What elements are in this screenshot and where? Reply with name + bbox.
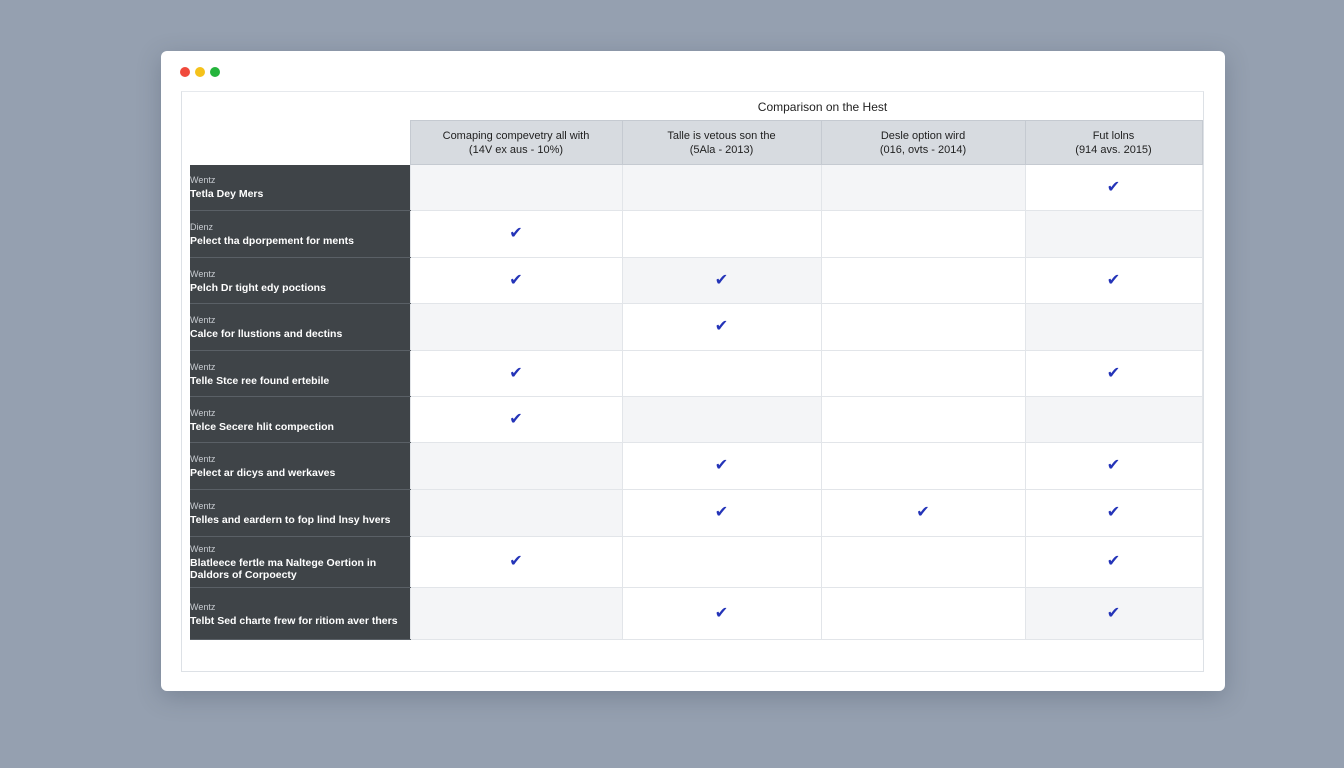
column-header-subtitle: (914 avs. 2015) [1075,143,1152,156]
row-header-label: Telce Secere hlit compection [190,420,334,433]
table-cell [410,211,622,258]
column-header [410,121,622,165]
table-cell [821,304,1025,351]
column-header-subtitle: (14V ex aus - 10%) [468,143,564,156]
table-cell [622,304,821,351]
checkmark-icon: ✔ [916,504,930,521]
row-header-tag: Wentz [190,315,216,325]
row-header [190,165,410,211]
column-header-title: Comaping compevetry all with [442,129,590,142]
checkmark-icon: ✔ [714,457,729,474]
table-cell [821,397,1025,443]
column-header [1025,121,1202,165]
row-header-label: Calce for llustions and dectins [190,328,343,340]
row-header [190,490,410,537]
column-header [622,121,821,165]
table-cell [1025,588,1202,640]
checkmark-icon: ✔ [1106,553,1121,570]
row-header [190,304,410,351]
table-cell [821,258,1025,304]
row-header [190,537,410,588]
row-header-tag: Wentz [190,268,216,279]
table-cell [622,588,821,640]
table-cell [410,490,622,537]
row-header-label: Tetla Dey Mers [190,188,264,201]
row-header-tag: Wentz [190,501,216,511]
row-header-tag: Wentz [190,544,216,554]
row-header-label: Pelch Dr tight edy poctions [190,281,326,294]
table-cell [821,165,1025,211]
checkmark-icon: ✔ [714,318,729,335]
table-cell [821,588,1025,640]
checkmark-icon: ✔ [1106,178,1121,196]
table-row [190,588,1202,640]
table-cell [410,304,622,351]
window-controls [180,67,220,77]
row-header-tag: Wentz [190,454,216,464]
table-row [190,490,1202,537]
checkmark-icon: ✔ [1106,504,1121,521]
table-cell [410,258,622,304]
column-header-title: Desle option wird [880,129,966,142]
table-row [190,537,1202,588]
checkmark-icon: ✔ [509,225,523,242]
close-window-button[interactable] [180,67,190,77]
table-cell [410,588,622,640]
comparison-panel [181,91,1204,672]
table-cell [1025,537,1202,588]
checkmark-icon: ✔ [714,504,729,521]
table-cell [622,351,821,397]
table-title: Comparison on the Hest [757,100,888,114]
table-row [190,351,1202,397]
browser-window [161,51,1225,691]
row-header-label: Pelect ar dicys and werkaves [190,467,336,479]
row-header [190,397,410,443]
row-header-label: Telle Stce ree found ertebile [190,374,330,387]
column-header [821,121,1025,165]
column-header-subtitle: (5Ala - 2013) [689,143,754,156]
table-cell [410,397,622,443]
table-cell [410,443,622,490]
table-row [190,165,1202,211]
table-cell [410,351,622,397]
table-cell [821,537,1025,588]
comparison-table [190,120,1203,640]
row-header [190,211,410,258]
table-cell [1025,443,1202,490]
maximize-window-button[interactable] [210,67,220,77]
row-header-tag: Wentz [190,175,216,186]
table-row [190,211,1202,258]
row-header-label: Telbt Sed charte frew for ritiom aver thers [190,614,398,627]
row-header-tag: Wentz [190,601,216,612]
table-cell [1025,211,1202,258]
column-header-subtitle: (016, ovts - 2014) [879,143,967,156]
column-header-title: Fut lolns [1092,129,1135,142]
minimize-window-button[interactable] [195,67,205,77]
row-header-tag: Wentz [190,407,216,418]
table-cell [1025,165,1202,211]
table-cell [410,537,622,588]
table-cell [821,443,1025,490]
table-row [190,397,1202,443]
checkmark-icon: ✔ [714,604,729,622]
table-cell [821,351,1025,397]
checkmark-icon: ✔ [1106,271,1121,289]
table-cell [622,537,821,588]
checkmark-icon: ✔ [509,364,523,382]
row-header-label: Blatleece fertle ma Naltege Oertion in Daldors of Corpoecty [190,557,377,581]
table-row [190,304,1202,351]
table-cell [1025,258,1202,304]
table-row [190,443,1202,490]
row-header [190,351,410,397]
checkmark-icon: ✔ [1106,364,1121,382]
table-cell [622,211,821,258]
checkmark-icon: ✔ [1106,604,1121,622]
table-cell [622,397,821,443]
checkmark-icon: ✔ [714,271,729,289]
table-cell [1025,304,1202,351]
table-cell [622,490,821,537]
row-header-tag: Wentz [190,361,216,372]
row-header-label: Pelect tha dporpement for ments [190,235,354,247]
column-header-title: Talle is vetous son the [667,129,776,142]
row-header [190,588,410,640]
table-cell [1025,397,1202,443]
table-cell [821,211,1025,258]
checkmark-icon: ✔ [1106,457,1121,474]
row-header-tag: Dienz [190,222,214,232]
table-cell [1025,490,1202,537]
table-corner [190,121,410,165]
checkmark-icon: ✔ [509,410,523,428]
table-header-row [190,121,1202,165]
table-cell [1025,351,1202,397]
row-header-label: Telles and eardern to fop lind lnsy hvers [190,514,391,526]
table-row [190,258,1202,304]
checkmark-icon: ✔ [509,553,523,570]
table-cell [821,490,1025,537]
checkmark-icon: ✔ [509,271,523,289]
table-cell [622,258,821,304]
table-body [190,165,1202,640]
table-cell [410,165,622,211]
table-cell [622,443,821,490]
table-cell [622,165,821,211]
row-header [190,258,410,304]
row-header [190,443,410,490]
